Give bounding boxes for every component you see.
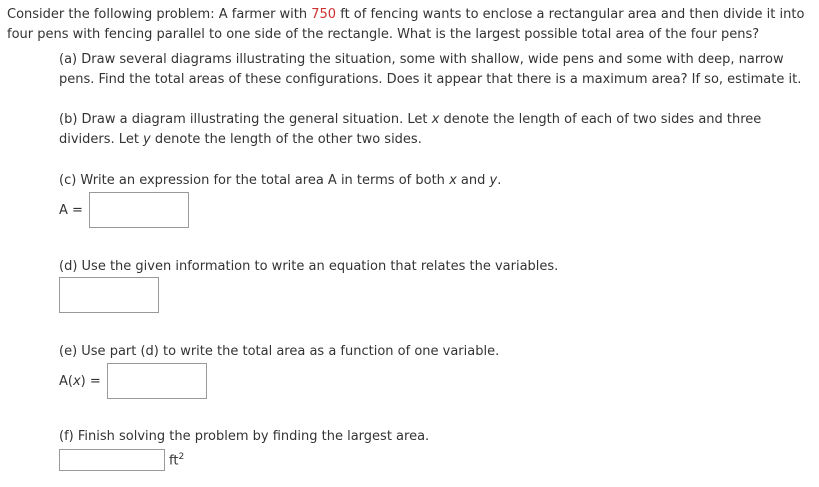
area-function-label: [59, 374, 101, 389]
unit-label: [169, 452, 184, 468]
part-b-text-2: denote the length of each of two sides and three dividers. Let: [59, 112, 762, 147]
var-x: x: [449, 173, 457, 188]
part-c-text: [59, 171, 814, 191]
unit-exponent: 2: [178, 451, 185, 462]
var-x: x: [431, 112, 440, 127]
part-b-text: [59, 110, 814, 150]
area-function-label-end: ) =: [80, 373, 101, 389]
part-e-text: (e) Use part (d) to write the total area as a function of one variable.: [59, 344, 500, 359]
part-a-text: (a) Draw several diagrams illustrating the situation, some with shallow, wide pens and some with deep, narrow pens. Find the total areas of these configurations. Does it appear that there is a maximum area? If so, estimate it.: [59, 52, 802, 87]
part-e-answer-row: [59, 363, 207, 399]
var-y: y: [143, 132, 151, 147]
part-b-text-1: (b) Draw a diagram illustrating the general situation. Let: [59, 112, 432, 127]
area-label: A =: [59, 202, 83, 218]
part-c-text-1: (c) Write an expression for the total area A in terms of both: [59, 173, 450, 188]
intro-text-after: ft of fencing wants to enclose a rectangular area and then divide it into four pens with fencing parallel to one side of the rectangle. What is the largest possible total area of the four pens?: [7, 7, 805, 42]
part-c-text-3: .: [497, 173, 502, 188]
area-function-label-start: A(: [59, 373, 73, 389]
area-expression-input[interactable]: [89, 192, 189, 228]
area-function-input[interactable]: [107, 363, 207, 399]
problem-statement: [7, 5, 815, 45]
part-f-answer-row: [59, 449, 184, 471]
largest-area-input[interactable]: [59, 449, 165, 471]
part-c-text-2: and: [456, 173, 490, 188]
part-d-text: (d) Use the given information to write an equation that relates the variables.: [59, 259, 559, 274]
part-d-answer-row: [59, 277, 159, 313]
fence-length-value: 750: [311, 7, 337, 22]
var-y: y: [489, 173, 498, 188]
part-b-text-3: denote the length of the other two sides.: [150, 132, 422, 147]
unit-base: ft: [169, 453, 179, 469]
equation-input[interactable]: [59, 277, 159, 313]
part-f-text: (f) Finish solving the problem by finding the largest area.: [59, 429, 430, 444]
intro-text-before: Consider the following problem: A farmer with: [7, 7, 312, 22]
var-x: x: [72, 373, 81, 389]
part-c-answer-row: [59, 192, 189, 228]
